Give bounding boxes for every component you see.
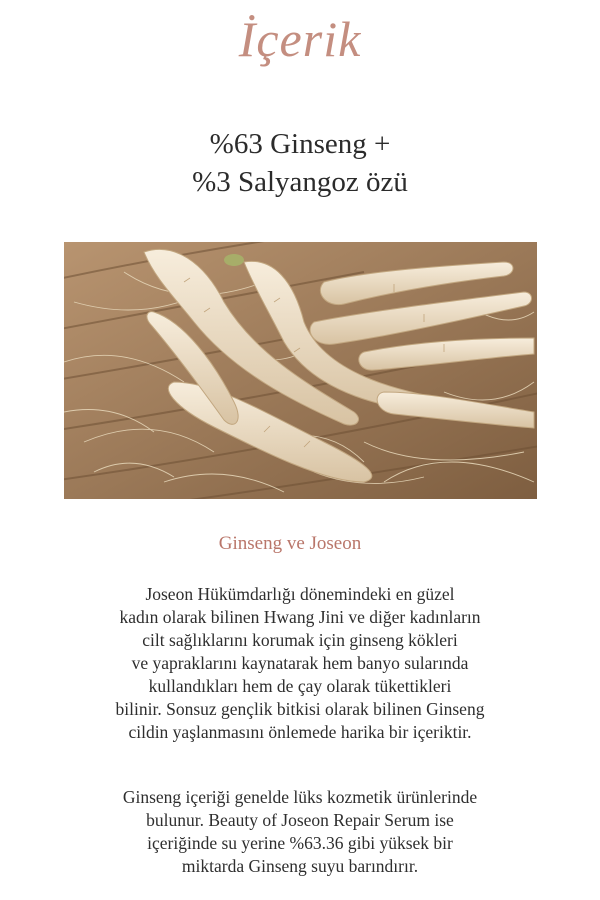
page-title: İçerik — [238, 11, 362, 67]
paragraph-line: bilinir. Sonsuz gençlik bitkisi olarak bilinen Ginseng — [115, 699, 485, 719]
paragraph-line: Joseon Hükümdarlığı dönemindeki en güzel — [145, 584, 455, 604]
section-subheading: Ginseng ve Joseon — [218, 533, 362, 554]
headline-line: %63 Ginseng + — [209, 128, 391, 160]
paragraph-line: miktarda Ginseng suyu barındırır. — [181, 856, 419, 876]
ingredient-headline — [0, 125, 600, 201]
ginseng-photo — [64, 242, 537, 499]
headline-line: %3 Salyangoz özü — [192, 166, 408, 198]
paragraph-line: kullandıkları hem de çay olarak tükettikleri — [148, 676, 452, 696]
paragraph-line: Ginseng içeriği genelde lüks kozmetik ürünlerinde — [122, 787, 478, 807]
paragraph-line: içeriğinde su yerine %63.36 gibi yüksek bir — [147, 833, 453, 853]
product-paragraph — [0, 786, 600, 878]
paragraph-line: cilt sağlıklarını korumak için ginseng kökleri — [142, 630, 458, 650]
paragraph-line: cildin yaşlanmasını önlemede harika bir içeriktir. — [128, 722, 472, 742]
paragraph-line: bulunur. Beauty of Joseon Repair Serum ise — [146, 810, 454, 830]
paragraph-line: kadın olarak bilinen Hwang Jini ve diğer kadınların — [119, 607, 481, 627]
paragraph-line: ve yapraklarını kaynatarak hem banyo sularında — [131, 653, 469, 673]
ginseng-roots-icon — [64, 242, 537, 499]
history-paragraph — [0, 583, 600, 744]
